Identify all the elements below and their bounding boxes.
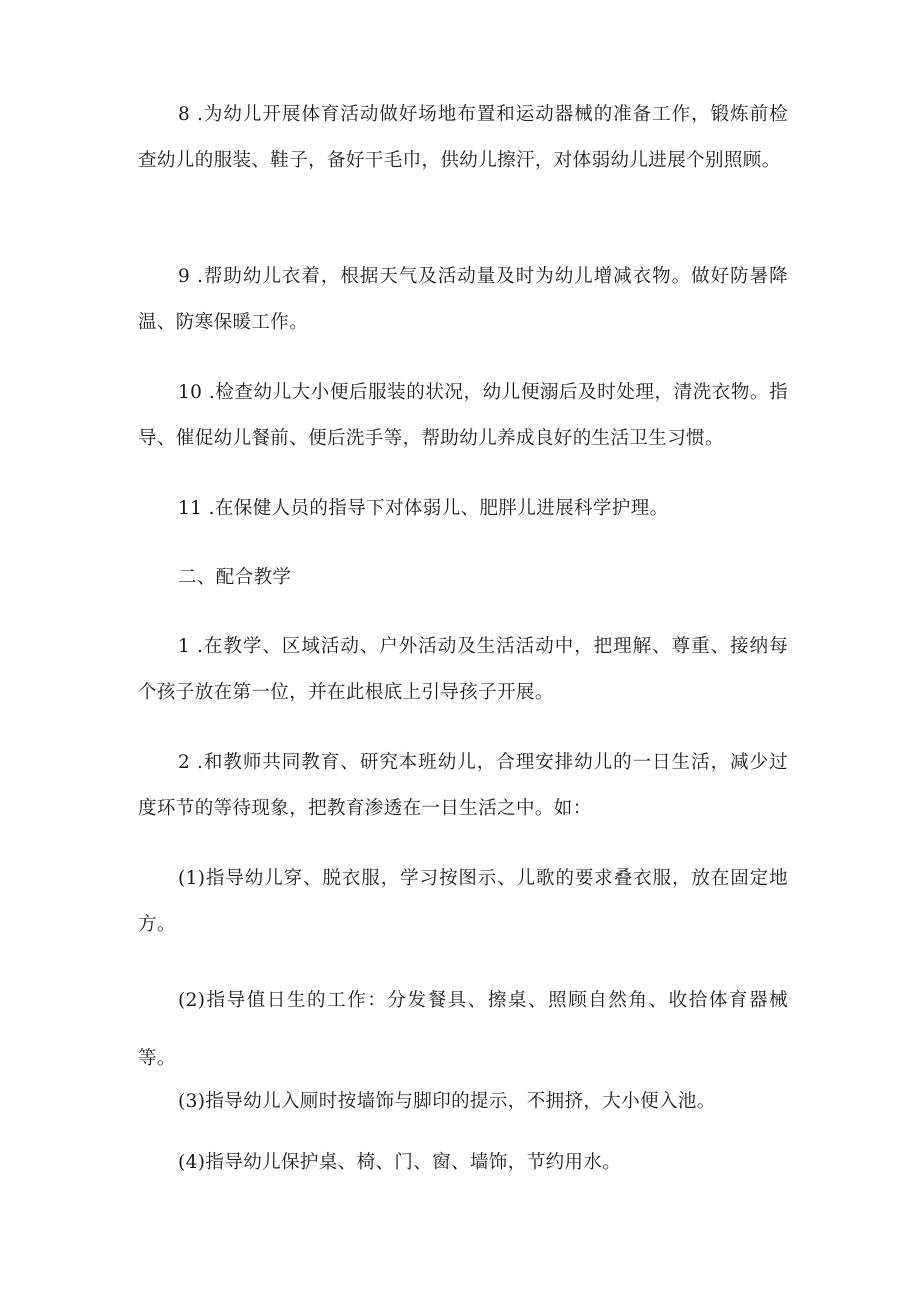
paragraph-item-10: 10 .检查幼儿大小便后服装的状况，幼儿便溺后及时处理，清洗衣物。指导、催促幼儿餐前、便后洗手等，帮助幼儿养成良好的生活卫生习惯。	[138, 382, 788, 449]
paragraph-item-2: 2 .和教师共同教育、研究本班幼儿，合理安排幼儿的一日生活，减少过度环节的等待现象，把教育渗透在一日生活之中。如：	[138, 752, 788, 819]
paragraph-item-9: 9 .帮助幼儿衣着，根据天气及活动量及时为幼儿增减衣物。做好防暑降温、防寒保暖工作。	[138, 266, 788, 333]
paragraph-item-8: 8 .为幼儿开展体育活动做好场地布置和运动器械的准备工作，锻炼前检查幼儿的服装、鞋子，备好干毛巾，供幼儿擦汗，对体弱幼儿进展个别照顾。	[138, 104, 788, 171]
paragraph-item-11: 11 .在保健人员的指导下对体弱儿、肥胖儿进展科学护理。	[178, 498, 669, 519]
sub-item-2: (2)指导值日生的工作：分发餐具、擦桌、照顾自然角、收拾体育器械等。	[138, 990, 788, 1069]
sub-item-4: (4)指导幼儿保护桌、椅、门、窗、墙饰，节约用水。	[178, 1152, 622, 1173]
paragraph-item-1: 1 .在教学、区域活动、户外活动及生活活动中，把理解、尊重、接纳每个孩子放在第一位，并在此根底上引导孩子开展。	[138, 636, 788, 703]
section-heading: 二、配合教学	[178, 567, 292, 588]
sub-item-1: (1)指导幼儿穿、脱衣服，学习按图示、儿歌的要求叠衣服，放在固定地方。	[138, 868, 788, 935]
sub-item-3: (3)指导幼儿入厕时按墙饰与脚印的提示，不拥挤，大小便入池。	[178, 1091, 716, 1112]
